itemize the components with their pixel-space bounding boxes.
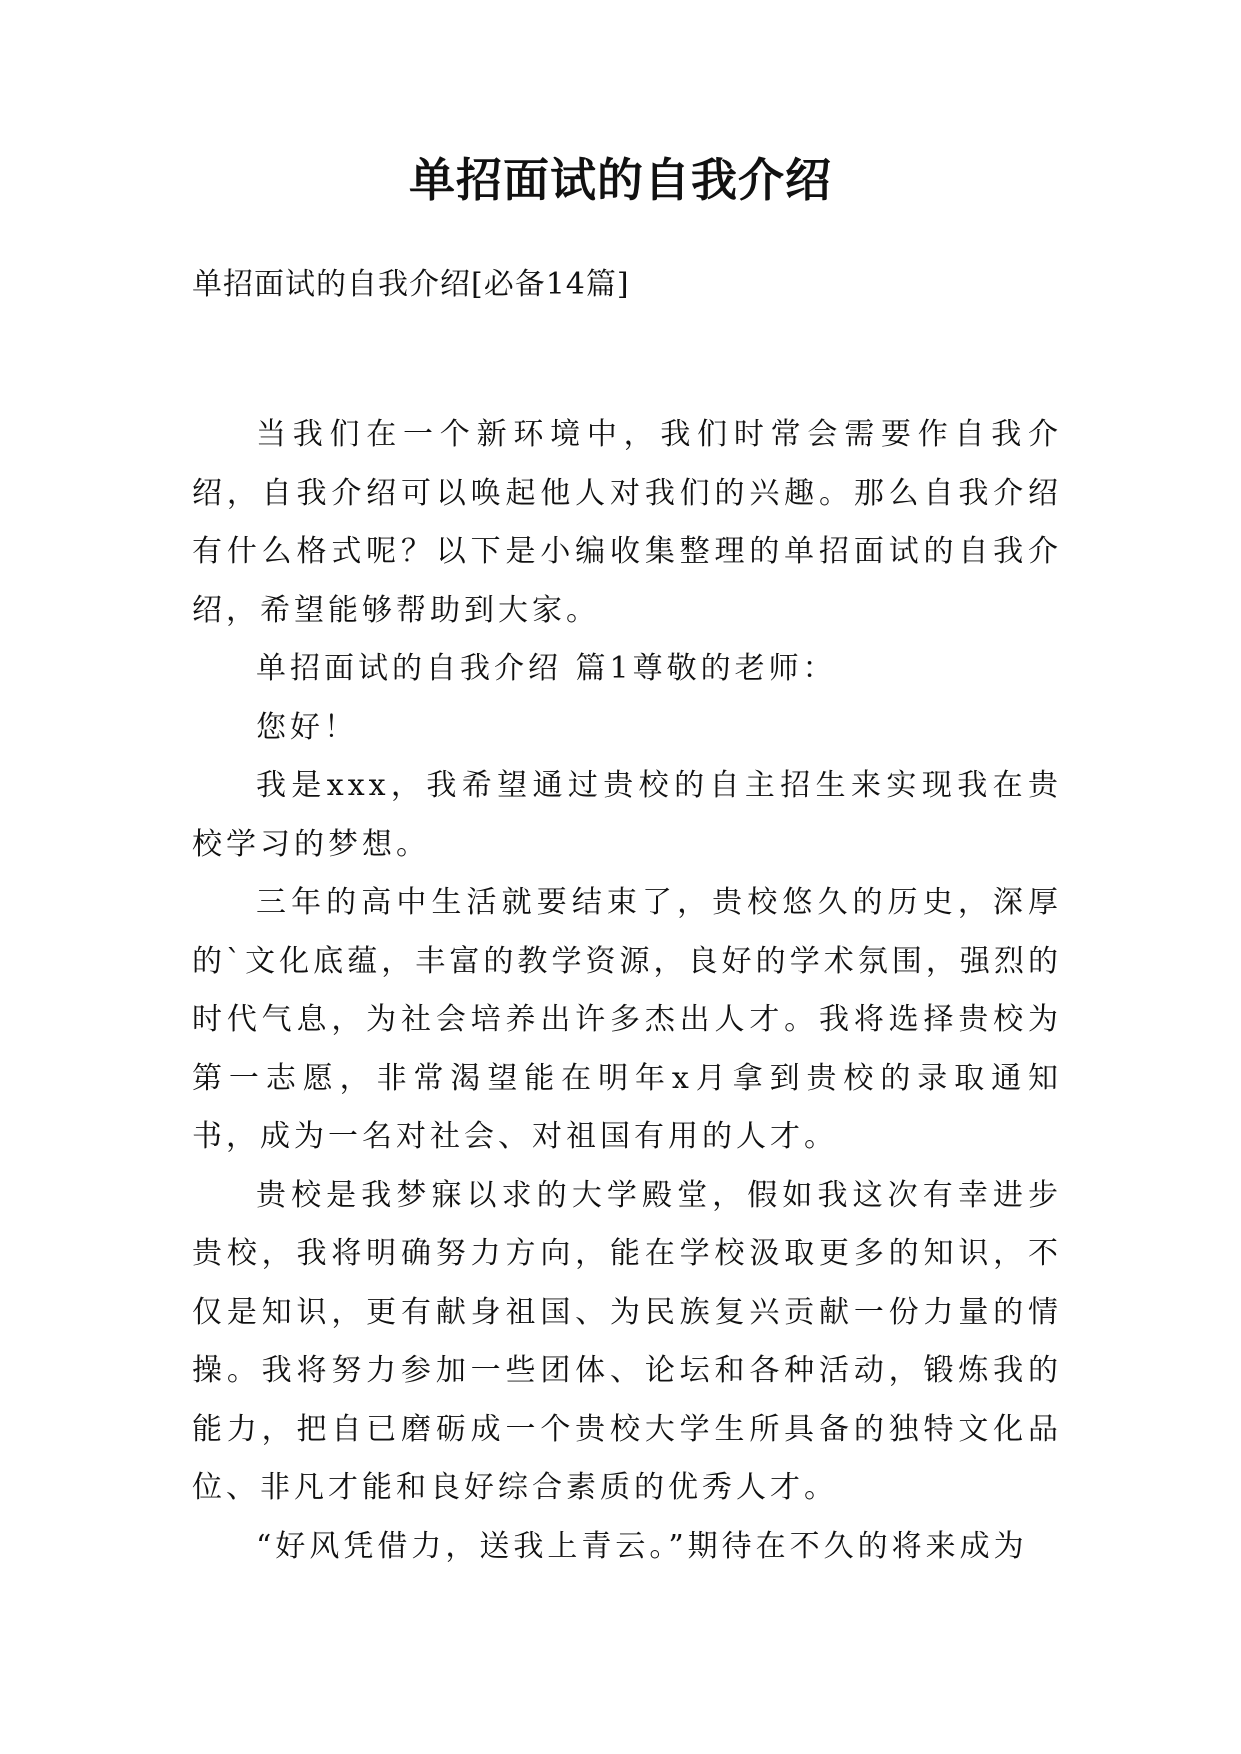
paragraph-closing: “好风凭借力，送我上青云。”期待在不久的将来成为	[256, 1528, 1028, 1564]
document-title: 单招面试的自我介绍	[409, 153, 832, 207]
paragraph-heading: 单招面试的自我介绍 篇1尊敬的老师：	[256, 651, 837, 686]
paragraph-self-intro: 我是xxx，我希望通过贵校的自主招生来实现我在贵校学习的梦想。	[192, 768, 1062, 862]
document-body	[192, 406, 1062, 1576]
paragraph-intro: 当我们在一个新环境中，我们时常会需要作自我介绍，自我介绍可以唤起他人对我们的兴趣。那么自我介绍有什么格式呢？以下是小编收集整理的单招面试的自我介绍，希望能够帮助到大家。	[192, 417, 1062, 628]
paragraph-aspiration: 贵校是我梦寐以求的大学殿堂，假如我这次有幸进步贵校，我将明确努力方向，能在学校汲取更多的知识，不仅是知识，更有献身祖国、为民族复兴贡献一份力量的情操。我将努力参加一些团体、论坛和各种活动，锻炼我的能力，把自已磨砺成一个贵校大学生所具备的独特文化品位、非凡才能和良好综合素质的优秀人才。	[192, 1177, 1062, 1505]
document-subtitle: 单招面试的自我介绍[必备14篇]	[192, 267, 630, 302]
paragraph-greeting: 您好！	[256, 709, 358, 745]
paragraph-school-praise: 三年的高中生活就要结束了，贵校悠久的历史，深厚的`文化底蕴，丰富的教学资源，良好的学术氛围，强烈的时代气息，为社会培养出许多杰出人才。我将选择贵校为第一志愿，非常渴望能在明年x月拿到贵校的录取通知书，成为一名对社会、对祖国有用的人才。	[192, 885, 1062, 1154]
